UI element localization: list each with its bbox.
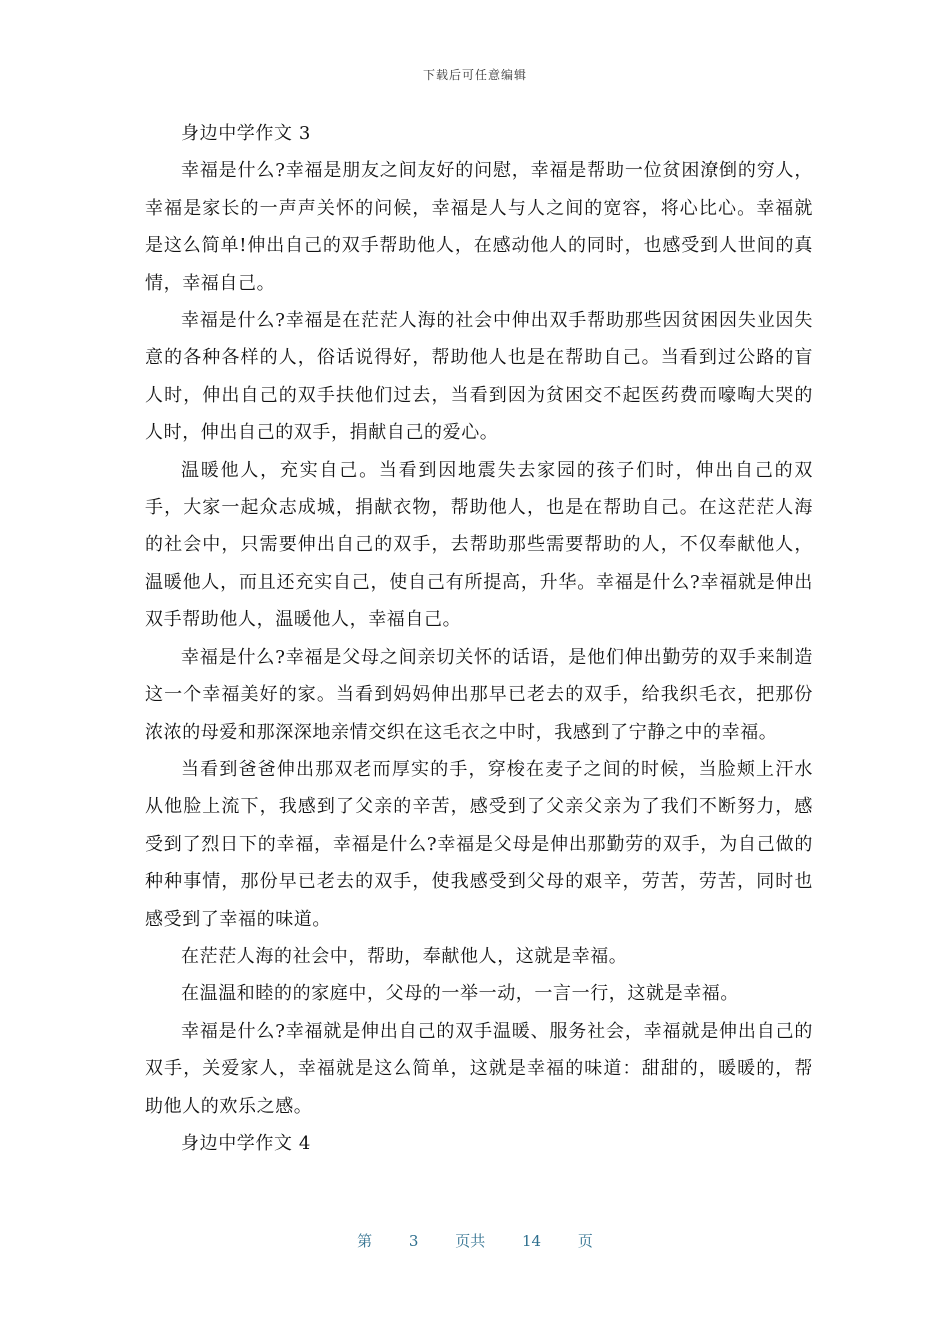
footer-label-end: 页 — [577, 1232, 593, 1250]
footer-current-page: 3 — [408, 1232, 419, 1250]
footer-label-page: 第 — [357, 1232, 373, 1250]
page-footer — [0, 1230, 950, 1251]
paragraph-3: 温暖他人，充实自己。当看到因地震失去家园的孩子们时，伸出自己的双手，大家一起众志成城，捐献衣物，帮助他人，也是在帮助自己。在这茫茫人海的社会中，只需要伸出自己的双手，去帮助那些需要帮助的人，不仅奉献他人，温暖他人，而且还充实自己，使自己有所提高，升华。幸福是什么?幸福就是伸出双手帮助他人，温暖他人，幸福自己。 — [145, 459, 813, 631]
paragraph-8: 幸福是什么?幸福就是伸出自己的双手温暖、服务社会，幸福就是伸出自己的双手，关爱家人，幸福就是这么简单，这就是幸福的味道：甜甜的，暖暖的，帮助他人的欢乐之感。 — [145, 1020, 813, 1117]
footer-total-pages: 14 — [522, 1232, 542, 1250]
paragraph-7: 在温温和睦的的家庭中，父母的一举一动，一言一行，这就是幸福。 — [181, 983, 739, 1005]
paragraph-6: 在茫茫人海的社会中，帮助，奉献他人，这就是幸福。 — [181, 945, 628, 967]
paragraph-5: 当看到爸爸伸出那双老而厚实的手，穿梭在麦子之间的时候，当脸颊上汗水从他脸上流下，我感到了父亲的辛苦，感受到了父亲父亲为了我们不断努力，感受到了烈日下的幸福，幸福是什么?幸福是父母是伸出那勤劳的双手，为自己做的种种事情，那份早已老去的双手，使我感受到父母的艰辛，劳苦，劳苦，同时也感受到了幸福的味道。 — [145, 758, 813, 930]
document-body — [145, 115, 813, 1162]
paragraph-4: 幸福是什么?幸福是父母之间亲切关怀的话语，是他们伸出勤劳的双手来制造这一个幸福美好的家。当看到妈妈伸出那早已老去的双手，给我织毛衣，把那份浓浓的母爱和那深深地亲情交织在这毛衣之中时，我感到了宁静之中的幸福。 — [145, 646, 813, 743]
paragraph-1: 幸福是什么?幸福是朋友之间友好的问慰，幸福是帮助一位贫困潦倒的穷人，幸福是家长的一声声关怀的问候，幸福是人与人之间的宽容，将心比心。幸福就是这么简单!伸出自己的双手帮助他人，在感动他人的同时，也感受到人世间的真情，幸福自己。 — [145, 160, 813, 294]
paragraph-2: 幸福是什么?幸福是在茫茫人海的社会中伸出双手帮助那些因贫困因失业因失意的各种各样的人，俗话说得好，帮助他人也是在帮助自己。当看到过公路的盲人时，伸出自己的双手扶他们过去，当看到因为贫困交不起医药费而嚎啕大哭的人时，伸出自己的双手，捐献自己的爱心。 — [145, 310, 813, 444]
section-heading-4: 身边中学作文 4 — [181, 1132, 311, 1154]
header-note: 下载后可任意编辑 — [422, 68, 527, 82]
footer-label-of: 页共 — [455, 1232, 486, 1250]
section-heading-3: 身边中学作文 3 — [181, 123, 311, 144]
